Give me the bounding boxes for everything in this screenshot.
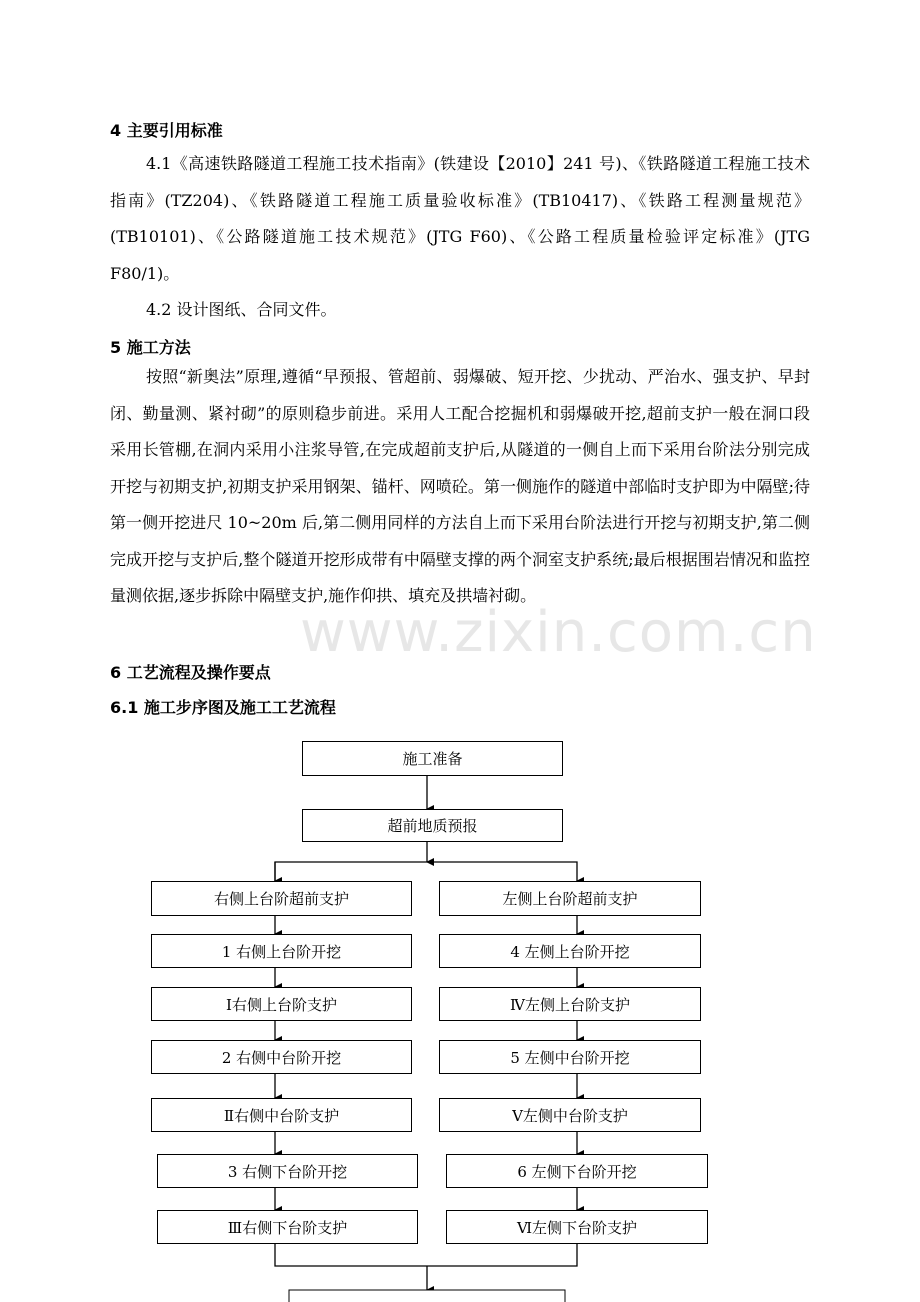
watermark: www.zixin.com.cn	[300, 600, 817, 665]
flow-left-middle-support: Ⅴ左侧中台阶支护	[439, 1098, 701, 1132]
section-6-heading: 6 工艺流程及操作要点	[110, 663, 271, 682]
section-5-paragraph: 按照“新奥法”原理,遵循“早预报、管超前、弱爆破、短开挖、少扰动、严治水、强支护、早封闭、勤量测、紧衬砌”的原则稳步前进。采用人工配合挖掘机和弱爆破开挖,超前支护一般在洞口段采用长管棚,在洞内采用小注浆导管,在完成超前支护后,从隧道的一侧自上而下采用台阶法分别完成开挖与初期支护,初期支护采用钢架、锚杆、网喷砼。第一侧施作的隧道中部临时支护即为中隔壁;待第一侧开挖进尺 10~20m 后,第二侧用同样的方法自上而下采用台阶法进行开挖与初期支护,第二侧完成开挖与支护后,整个隧道开挖形成带有中隔壁支撑的两个洞室支护系统;最后根据围岩情况和监控量测依据,逐步拆除中隔壁支护,施作仰拱、填充及拱墙衬砌。	[110, 367, 810, 605]
flow-right-lower-excavation: 3 右侧下台阶开挖	[157, 1154, 418, 1188]
section-5-heading: 5 施工方法	[110, 338, 191, 357]
split-connector	[275, 862, 577, 881]
section-4-1-paragraph: 4.1《高速铁路隧道工程施工技术指南》(铁建设【2010】241 号)、《铁路隧道工程施工技术指南》(TZ204)、《铁路隧道工程施工质量验收标准》(TB10417)、《铁路工程测量规范》(TB10101)、《公路隧道施工技术规范》(JTG F60)、《公路工程质量检验评定标准》(JTG F80/1)。	[110, 154, 810, 283]
section-4-2-paragraph: 4.2 设计图纸、合同文件。	[146, 300, 337, 319]
flow-left-lower-excavation: 6 左侧下台阶开挖	[446, 1154, 708, 1188]
flow-right-middle-support: Ⅱ右侧中台阶支护	[151, 1098, 412, 1132]
flow-left-upper-excavation: 4 左侧上台阶开挖	[439, 934, 701, 968]
flow-left-upper-support: Ⅳ左侧上台阶支护	[439, 987, 701, 1021]
flow-left-lower-support: Ⅵ左侧下台阶支护	[446, 1210, 708, 1244]
next-step-box	[289, 1290, 565, 1302]
flow-step-preparation: 施工准备	[302, 741, 563, 776]
flow-right-upper-excavation: 1 右侧上台阶开挖	[151, 934, 412, 968]
flow-step-geological-forecast: 超前地质预报	[302, 809, 563, 842]
merge-connector	[275, 1244, 577, 1266]
flow-right-upper-support: Ⅰ右侧上台阶支护	[151, 987, 412, 1021]
flow-right-lower-support: Ⅲ右侧下台阶支护	[157, 1210, 418, 1244]
section-6-1-heading: 6.1 施工步序图及施工工艺流程	[110, 698, 336, 717]
flow-left-upper-advance-support: 左侧上台阶超前支护	[439, 881, 701, 916]
flow-right-upper-advance-support: 右侧上台阶超前支护	[151, 881, 412, 916]
flow-left-middle-excavation: 5 左侧中台阶开挖	[439, 1040, 701, 1074]
section-4-heading: 4 主要引用标准	[110, 121, 223, 140]
flow-right-middle-excavation: 2 右侧中台阶开挖	[151, 1040, 412, 1074]
